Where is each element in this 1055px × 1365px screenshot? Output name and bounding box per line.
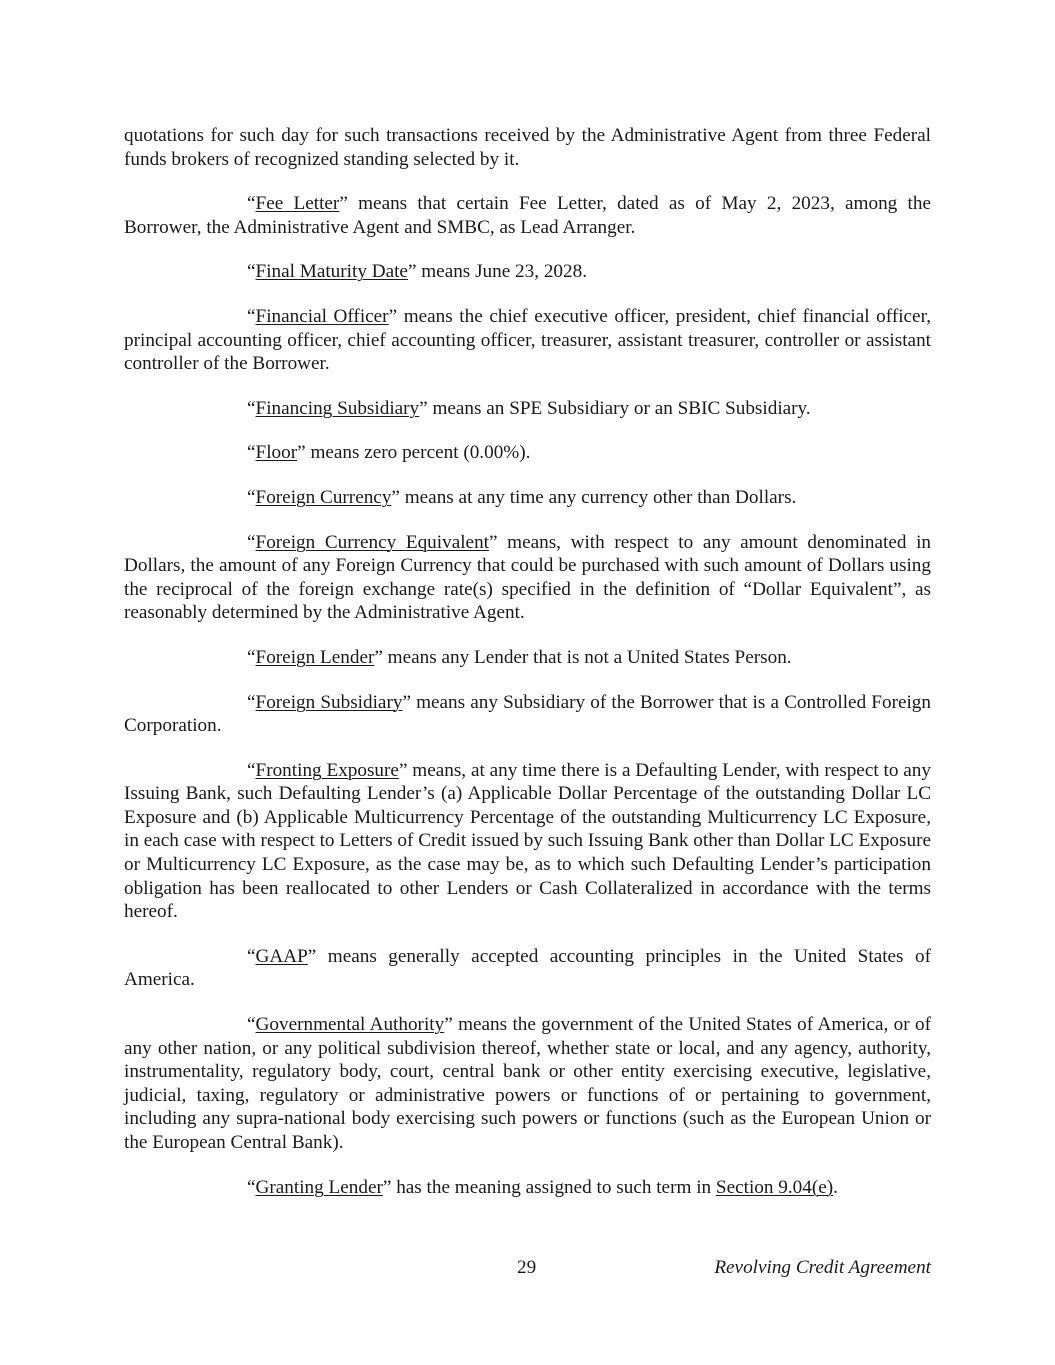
defined-term: Financial Officer bbox=[255, 305, 389, 327]
open-quote: “ bbox=[247, 193, 256, 215]
open-quote: “ bbox=[247, 1176, 256, 1198]
page-number: 29 bbox=[517, 1257, 537, 1278]
defined-term: Governmental Authority bbox=[255, 1014, 445, 1036]
open-quote: “ bbox=[247, 442, 256, 464]
paragraph-text: quotations for such day for such transactions received by the Administrative Agent from three Federal funds brokers of recognized standing selected by it. bbox=[124, 125, 931, 170]
open-quote: “ bbox=[247, 397, 256, 419]
page-footer bbox=[124, 1256, 931, 1282]
definition-text: ” means, with respect to any amount denominated in Dollars, the amount of any Foreign Currency that could be purchased with such amount of Dollars using the reciprocal of the foreign exchange rate(s) specified in the definition of “Dollar Equivalent”, as reasonably determined by the Administrative Agent. bbox=[124, 531, 932, 624]
definition-foreign-currency bbox=[124, 486, 931, 510]
definition-foreign-subsidiary bbox=[124, 691, 931, 738]
definition-tail: . bbox=[833, 1176, 838, 1198]
definition-text: ” means, at any time there is a Defaulting Lender, with respect to any Issuing Bank, such Defaulting Lender’s (a) Applicable Dollar Percentage of the outstanding Dollar LC Exposure and (b) Applicable Multicurrency Percentage of the outstanding Multicurrency LC Exposure, in each case with respect to Letters of Credit issued by such Issuing Bank other than Dollar LC Exposure or Multicurrency LC Exposure, as the case may be, as to which such Defaulting Lender’s participation obligation has been reallocated to other Lenders or Cash Collateralized in accordance with the terms hereof. bbox=[124, 759, 931, 923]
definition-governmental-authority bbox=[124, 1013, 931, 1155]
definition-text: ” means generally accepted accounting principles in the United States of America. bbox=[124, 945, 931, 991]
definition-text: ” means that certain Fee Letter, dated as of May 2, 2023, among the Borrower, the Administrative Agent and SMBC, as Lead Arranger. bbox=[124, 193, 931, 238]
open-quote: “ bbox=[247, 486, 256, 508]
open-quote: “ bbox=[247, 305, 256, 327]
defined-term: Foreign Currency Equivalent bbox=[255, 531, 489, 553]
section-reference-link[interactable]: Section 9.04(e) bbox=[715, 1176, 834, 1198]
continuation-paragraph bbox=[124, 124, 931, 171]
defined-term: Fee Letter bbox=[255, 193, 340, 215]
defined-term: Fronting Exposure bbox=[255, 759, 399, 781]
definition-financing-subsidiary bbox=[124, 397, 931, 421]
defined-term: Foreign Currency bbox=[255, 486, 392, 508]
definition-gaap bbox=[124, 945, 931, 992]
definition-fronting-exposure bbox=[124, 759, 931, 924]
defined-term: Final Maturity Date bbox=[255, 261, 408, 283]
definition-text: ” means zero percent (0.00%). bbox=[297, 442, 531, 464]
definition-granting-lender bbox=[124, 1176, 931, 1200]
open-quote: “ bbox=[247, 945, 256, 967]
defined-term: Granting Lender bbox=[255, 1176, 383, 1198]
definition-final-maturity-date bbox=[124, 260, 931, 284]
defined-term: Foreign Lender bbox=[255, 646, 375, 668]
definition-fee-letter bbox=[124, 192, 931, 239]
definition-text: ” means the government of the United States of America, or of any other nation, or any political subdivision thereof, whether state or local, and any agency, authority, instrumentality, regulatory body, court, central bank or other entity exercising executive, legislative, judicial, taxing, regulatory or administrative powers or functions of or pertaining to government, including any supra-national body exercising such powers or functions (such as the European Union or the European Central Bank). bbox=[124, 1014, 931, 1153]
open-quote: “ bbox=[247, 261, 256, 283]
open-quote: “ bbox=[247, 531, 256, 553]
definition-text: ” has the meaning assigned to such term in bbox=[382, 1176, 716, 1198]
definition-foreign-lender bbox=[124, 646, 931, 670]
defined-term: GAAP bbox=[255, 945, 308, 967]
definition-text: ” means the chief executive officer, president, chief financial officer, principal accounting officer, chief accounting officer, treasurer, assistant treasurer, controller or assistant controller of the Borrower. bbox=[124, 305, 931, 375]
definition-text: ” means an SPE Subsidiary or an SBIC Subsidiary. bbox=[419, 397, 811, 419]
defined-term: Financing Subsidiary bbox=[255, 397, 420, 419]
defined-term: Foreign Subsidiary bbox=[255, 691, 403, 713]
defined-term: Floor bbox=[255, 442, 298, 464]
definition-financial-officer bbox=[124, 305, 931, 376]
open-quote: “ bbox=[247, 646, 256, 668]
definition-text: ” means at any time any currency other than Dollars. bbox=[391, 486, 797, 508]
definition-floor bbox=[124, 441, 931, 465]
open-quote: “ bbox=[247, 759, 256, 781]
document-title: Revolving Credit Agreement bbox=[714, 1257, 931, 1278]
definition-text: ” means any Subsidiary of the Borrower that is a Controlled Foreign Corporation. bbox=[124, 691, 931, 737]
definition-text: ” means any Lender that is not a United States Person. bbox=[374, 646, 792, 668]
definition-text: ” means June 23, 2028. bbox=[407, 261, 587, 283]
open-quote: “ bbox=[247, 1014, 256, 1036]
open-quote: “ bbox=[247, 691, 256, 713]
document-page bbox=[124, 124, 931, 1220]
definition-foreign-currency-equivalent bbox=[124, 531, 931, 625]
